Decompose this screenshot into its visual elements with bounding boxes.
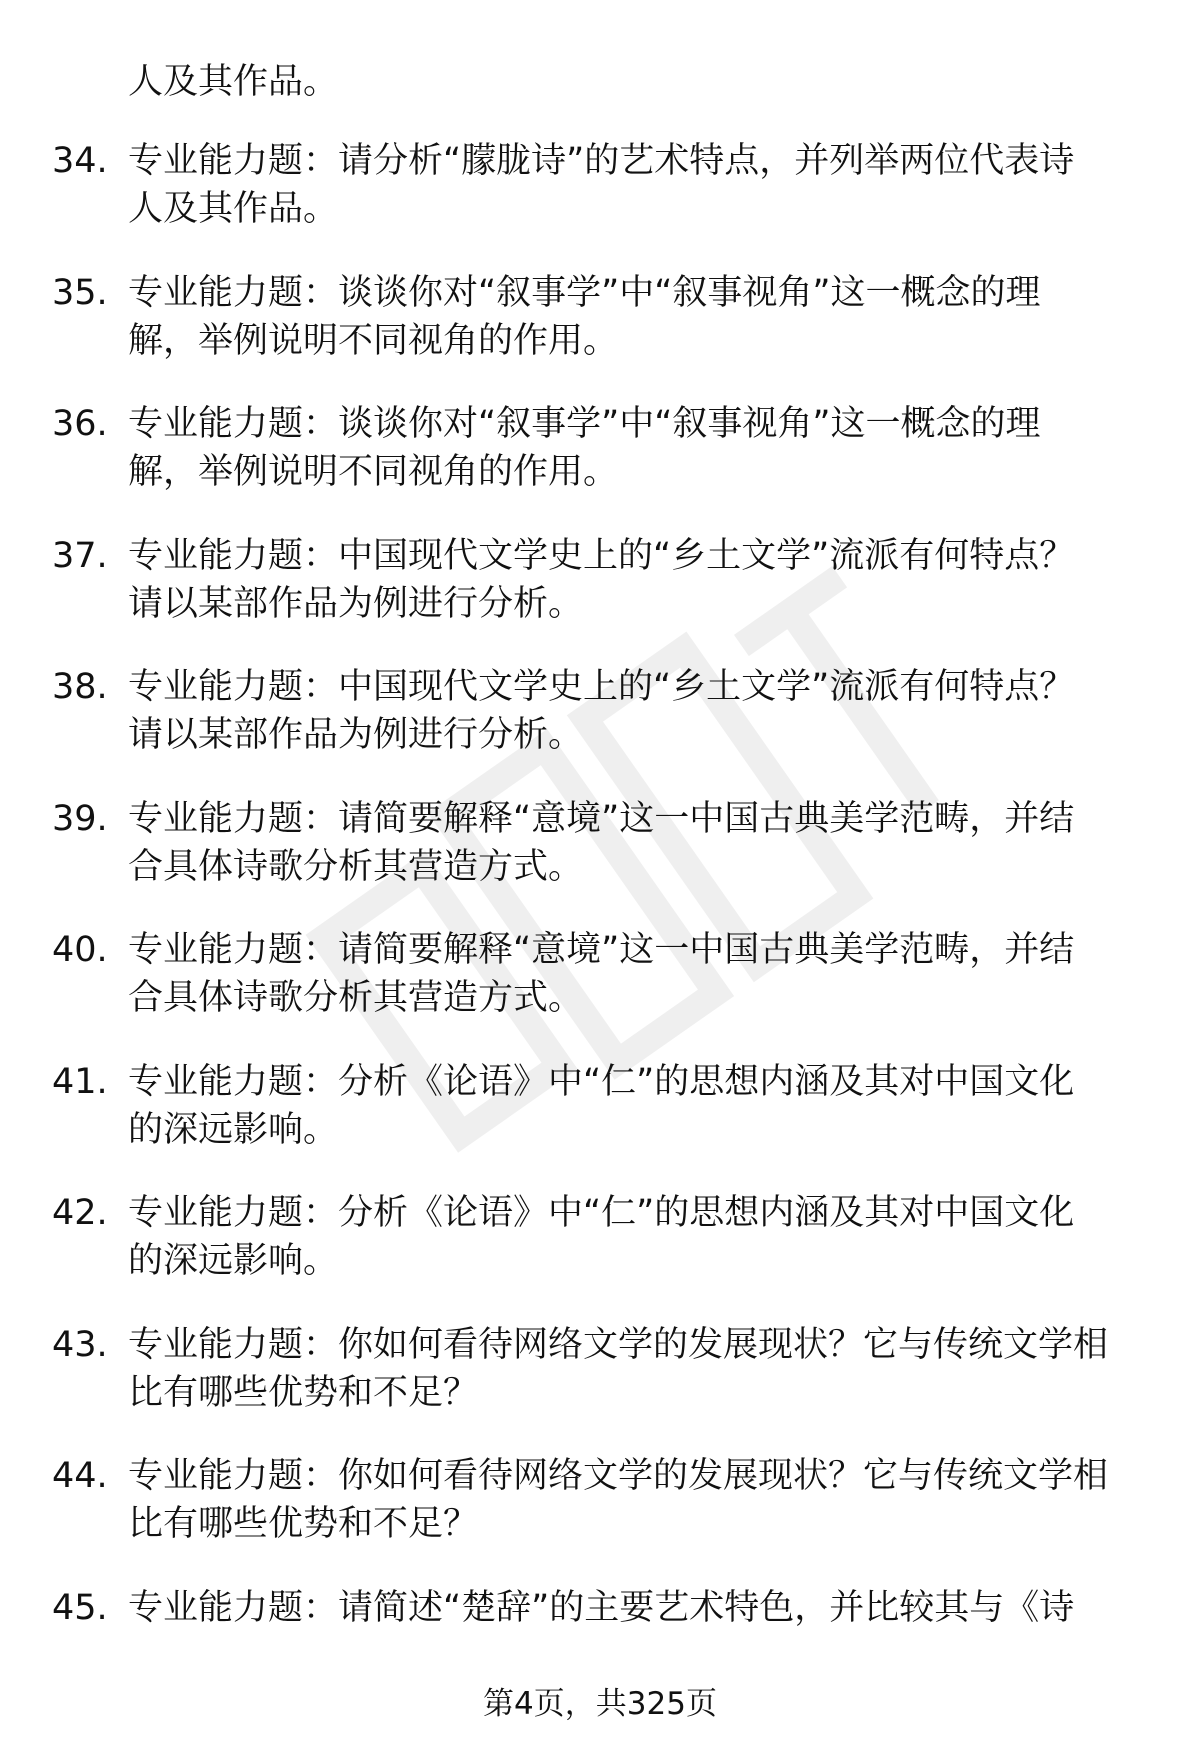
- list-item: [0, 1452, 1200, 1584]
- question-number: 39.: [52, 798, 108, 839]
- question-text-line: 专业能力题：谈谈你对“叙事学”中“叙事视角”这一概念的理: [128, 404, 1041, 444]
- question-text-line: 专业能力题：你如何看待网络文学的发展现状？它与传统文学相: [128, 1324, 1109, 1365]
- page-footer: 第4页，共325页: [483, 1686, 717, 1722]
- list-item: [0, 795, 1200, 927]
- question-text-line: 人及其作品。: [128, 189, 339, 229]
- list-item: [0, 926, 1200, 1058]
- question-text-line: 请以某部作品为例进行分析。: [128, 715, 584, 755]
- question-text-line: 专业能力题：请简述“楚辞”的主要艺术特色，并比较其与《诗: [128, 1587, 1075, 1628]
- question-text-line: 专业能力题：分析《论语》中“仁”的思想内涵及其对中国文化: [128, 1193, 1075, 1233]
- question-number: 41.: [52, 1061, 108, 1102]
- question-number: 34.: [52, 141, 108, 181]
- question-text-line: 专业能力题：中国现代文学史上的“乡土文学”流派有何特点？: [128, 535, 1075, 576]
- list-item: [0, 532, 1200, 664]
- list-item: [0, 1058, 1200, 1190]
- question-number: 36.: [52, 404, 108, 444]
- question-text-line: 合具体诗歌分析其营造方式。: [128, 978, 584, 1018]
- list-item: [0, 400, 1200, 532]
- list-item: [0, 663, 1200, 795]
- question-number: 45.: [52, 1587, 108, 1628]
- list-item: [0, 137, 1200, 269]
- question-number: 40.: [52, 930, 108, 970]
- list-item: [0, 1189, 1200, 1321]
- question-number: 43.: [52, 1324, 108, 1365]
- question-number: 38.: [52, 667, 108, 707]
- question-text-line: 比有哪些优势和不足？: [128, 1372, 479, 1413]
- list-item: [0, 1321, 1200, 1453]
- question-text-line: 比有哪些优势和不足？: [128, 1504, 479, 1544]
- question-text-line: 合具体诗歌分析其营造方式。: [128, 846, 584, 887]
- question-text-line: 专业能力题：请简要解释“意境”这一中国古典美学范畴，并结: [128, 930, 1075, 970]
- question-text-line: 专业能力题：分析《论语》中“仁”的思想内涵及其对中国文化: [128, 1061, 1075, 1102]
- question-number: 44.: [52, 1456, 108, 1496]
- list-item: [0, 269, 1200, 401]
- question-number: 42.: [52, 1193, 108, 1233]
- continued-text: 人及其作品。: [128, 62, 339, 102]
- question-number: 35.: [52, 272, 108, 313]
- question-text-line: 解，举例说明不同视角的作用。: [128, 320, 619, 361]
- question-number: 37.: [52, 535, 108, 576]
- question-list: [0, 137, 1200, 1715]
- question-text-line: 请以某部作品为例进行分析。: [128, 583, 584, 624]
- question-text-line: 专业能力题：你如何看待网络文学的发展现状？它与传统文学相: [128, 1456, 1109, 1496]
- question-text-line: 专业能力题：谈谈你对“叙事学”中“叙事视角”这一概念的理: [128, 272, 1041, 313]
- question-text-line: 专业能力题：请简要解释“意境”这一中国古典美学范畴，并结: [128, 798, 1075, 839]
- question-text-line: 专业能力题：中国现代文学史上的“乡土文学”流派有何特点？: [128, 667, 1075, 707]
- question-text-line: 的深远影响。: [128, 1241, 339, 1281]
- question-text-line: 专业能力题：请分析“朦胧诗”的艺术特点，并列举两位代表诗: [128, 141, 1075, 181]
- question-text-line: 解，举例说明不同视角的作用。: [128, 452, 619, 492]
- question-text-line: 的深远影响。: [128, 1109, 339, 1150]
